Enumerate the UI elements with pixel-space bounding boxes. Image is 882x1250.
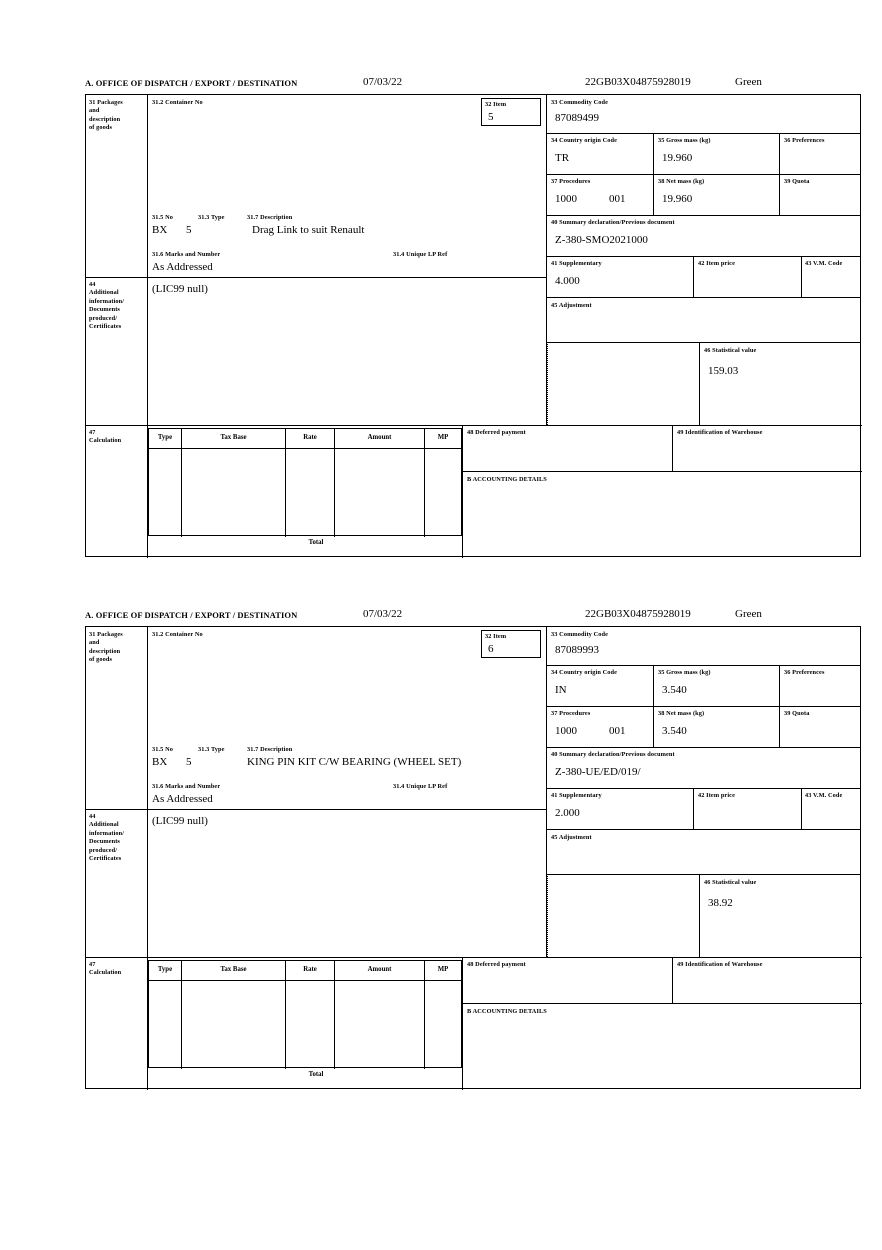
box34-label: 34 Country origin Code xyxy=(551,669,618,676)
box49-warehouse xyxy=(673,425,862,471)
box34-country-origin xyxy=(547,134,653,174)
box39-label: 39 Quota xyxy=(784,178,810,185)
box40-summary-declaration xyxy=(547,216,860,256)
declaration-box-1 xyxy=(85,94,861,557)
box314-label: 31.4 Unique LP Ref xyxy=(393,783,448,790)
calc-total-label: Total xyxy=(308,1071,324,1078)
box37-value-1: 1000 xyxy=(555,725,577,737)
route-lane: Green xyxy=(735,608,762,620)
box43-vm-code xyxy=(802,257,860,297)
calc-col-rate: Rate xyxy=(303,966,317,973)
box36-label: 36 Preferences xyxy=(784,137,825,144)
box41-supplementary xyxy=(547,789,693,829)
declaration-date: 07/03/22 xyxy=(363,76,403,88)
box37-label: 37 Procedures xyxy=(551,178,591,185)
box42-item-price xyxy=(694,257,801,297)
box31-label: 31 Packages and description of goods xyxy=(89,631,123,664)
calc-col-rate: Rate xyxy=(303,434,317,441)
box35-value: 19.960 xyxy=(662,152,693,164)
box315-label: 31.5 No xyxy=(152,214,173,221)
box45-label: 45 Adjustment xyxy=(551,302,592,309)
box40-value: Z-380-SMO2021000 xyxy=(555,234,648,246)
box37-procedures xyxy=(547,707,653,747)
box39-quota xyxy=(780,175,860,215)
calc-divider-4 xyxy=(424,429,425,537)
packages-no-value: BX xyxy=(152,224,168,236)
additional-information-value: (LIC99 null) xyxy=(152,283,208,295)
box41-label: 41 Supplementary xyxy=(551,260,602,267)
box317-label: 31.7 Description xyxy=(247,746,293,753)
box48-label: 48 Deferred payment xyxy=(467,961,526,968)
box37-label: 37 Procedures xyxy=(551,710,591,717)
box36-preferences xyxy=(780,666,860,706)
customs-declaration-form-2 xyxy=(85,610,861,1089)
box315-label: 31.5 No xyxy=(152,746,173,753)
calc-col-mp: MP xyxy=(437,966,449,973)
box33-commodity-code xyxy=(547,95,860,133)
divider-48-accounting xyxy=(463,1003,862,1004)
box35-gross-mass xyxy=(654,666,779,706)
box49-label: 49 Identification of Warehouse xyxy=(677,429,763,436)
box45-adjustment xyxy=(547,830,860,874)
declaration-box-2 xyxy=(85,626,861,1089)
box48-label: 48 Deferred payment xyxy=(467,429,526,436)
packages-type-value: 5 xyxy=(186,756,192,768)
box41-label: 41 Supplementary xyxy=(551,792,602,799)
box40-value: Z-380-UE/ED/019/ xyxy=(555,766,641,778)
box38-value: 19.960 xyxy=(662,193,693,205)
calc-divider-3 xyxy=(334,429,335,537)
box34-label: 34 Country origin Code xyxy=(551,137,618,144)
box38-net-mass xyxy=(654,175,779,215)
accounting-details-label: B ACCOUNTING DETAILS xyxy=(467,1008,547,1015)
box41-value: 2.000 xyxy=(555,807,580,819)
packages-description-value: Drag Link to suit Renault xyxy=(252,224,365,236)
box37-value-2: 001 xyxy=(609,193,626,205)
packages-description-value: KING PIN KIT C/W BEARING (WHEEL SET) xyxy=(247,756,462,768)
box312-label: 31.2 Container No xyxy=(152,99,203,106)
form-header-2 xyxy=(85,610,861,626)
box46-statistical-value xyxy=(700,343,860,425)
box43-vm-code xyxy=(802,789,860,829)
box40-summary-declaration xyxy=(547,748,860,788)
office-of-dispatch-label: A. OFFICE OF DISPATCH / EXPORT / DESTINATION xyxy=(85,610,298,620)
calc-divider-2 xyxy=(285,429,286,537)
box33-value: 87089993 xyxy=(555,644,599,656)
box314-label: 31.4 Unique LP Ref xyxy=(393,251,448,258)
box33-value: 87089499 xyxy=(555,112,599,124)
box32-item-value: 5 xyxy=(488,111,494,123)
box312-label: 31.2 Container No xyxy=(152,631,203,638)
route-lane: Green xyxy=(735,76,762,88)
divider-31-44 xyxy=(86,277,547,278)
calc-col-amount: Amount xyxy=(367,966,392,973)
calc-total-label: Total xyxy=(308,539,324,546)
box33-label: 33 Commodity Code xyxy=(551,99,608,106)
calc-divider-3 xyxy=(334,961,335,1069)
dotted-divider-46 xyxy=(547,342,548,425)
box39-quota xyxy=(780,707,860,747)
marks-and-number-value: As Addressed xyxy=(152,793,213,805)
box38-label: 38 Net mass (kg) xyxy=(658,178,705,185)
box38-value: 3.540 xyxy=(662,725,687,737)
divider-31-44 xyxy=(86,809,547,810)
box34-value: IN xyxy=(555,684,567,696)
box42-item-price xyxy=(694,789,801,829)
box34-value: TR xyxy=(555,152,570,164)
box44-label: 44 Additional information/ Documents produced/ Certificates xyxy=(89,813,125,863)
box40-label: 40 Summary declaration/Previous document xyxy=(551,219,675,226)
additional-information-value: (LIC99 null) xyxy=(152,815,208,827)
box48-deferred-payment xyxy=(463,957,672,1003)
calc-divider-1 xyxy=(181,429,182,537)
movement-reference-number: 22GB03X04875928019 xyxy=(585,76,691,88)
box45-label: 45 Adjustment xyxy=(551,834,592,841)
box37-value-2: 001 xyxy=(609,725,626,737)
box46-label: 46 Statistical value xyxy=(704,879,757,886)
box32-label: 32 Item xyxy=(485,101,507,108)
box49-warehouse xyxy=(673,957,862,1003)
calculation-header-row xyxy=(149,429,461,449)
box40-label: 40 Summary declaration/Previous document xyxy=(551,751,675,758)
form-header-1 xyxy=(85,78,861,94)
box46-statistical-value xyxy=(700,875,860,957)
box37-value-1: 1000 xyxy=(555,193,577,205)
box313-label: 31.3 Type xyxy=(198,214,225,221)
box32-item-value: 6 xyxy=(488,643,494,655)
box37-procedures xyxy=(547,175,653,215)
box42-label: 42 Item price xyxy=(698,260,735,267)
box31-label: 31 Packages and description of goods xyxy=(89,99,123,132)
declaration-date: 07/03/22 xyxy=(363,608,403,620)
box47-label: 47 Calculation xyxy=(89,429,122,445)
box33-commodity-code xyxy=(547,627,860,665)
marks-and-number-value: As Addressed xyxy=(152,261,213,273)
box317-label: 31.7 Description xyxy=(247,214,293,221)
box32-item xyxy=(481,630,541,658)
box45-adjustment xyxy=(547,298,860,342)
divider-48-accounting xyxy=(463,471,862,472)
calc-divider-4 xyxy=(424,961,425,1069)
box35-label: 35 Gross mass (kg) xyxy=(658,669,711,676)
box48-deferred-payment xyxy=(463,425,672,471)
box46-label: 46 Statistical value xyxy=(704,347,757,354)
box316-label: 31.6 Marks and Number xyxy=(152,251,221,258)
box49-label: 49 Identification of Warehouse xyxy=(677,961,763,968)
calc-total-divider xyxy=(148,536,462,537)
box43-label: 43 V.M. Code xyxy=(805,792,843,799)
box32-label: 32 Item xyxy=(485,633,507,640)
box38-net-mass xyxy=(654,707,779,747)
packages-type-value: 5 xyxy=(186,224,192,236)
accounting-details-label: B ACCOUNTING DETAILS xyxy=(467,476,547,483)
box36-label: 36 Preferences xyxy=(784,669,825,676)
box42-label: 42 Item price xyxy=(698,792,735,799)
box33-label: 33 Commodity Code xyxy=(551,631,608,638)
box41-value: 4.000 xyxy=(555,275,580,287)
calculation-table xyxy=(148,960,462,1068)
box46-value: 38.92 xyxy=(708,897,733,909)
box47-label: 47 Calculation xyxy=(89,961,122,977)
calc-col-mp: MP xyxy=(437,434,449,441)
calc-divider-1 xyxy=(181,961,182,1069)
calc-col-type: Type xyxy=(157,434,173,441)
box43-label: 43 V.M. Code xyxy=(805,260,843,267)
calc-col-amount: Amount xyxy=(367,434,392,441)
calc-col-type: Type xyxy=(157,966,173,973)
box34-country-origin xyxy=(547,666,653,706)
movement-reference-number: 22GB03X04875928019 xyxy=(585,608,691,620)
box35-label: 35 Gross mass (kg) xyxy=(658,137,711,144)
office-of-dispatch-label: A. OFFICE OF DISPATCH / EXPORT / DESTINATION xyxy=(85,78,298,88)
packages-no-value: BX xyxy=(152,756,168,768)
box35-value: 3.540 xyxy=(662,684,687,696)
box41-supplementary xyxy=(547,257,693,297)
box39-label: 39 Quota xyxy=(784,710,810,717)
calc-col-taxbase: Tax Base xyxy=(220,434,247,441)
box46-value: 159.03 xyxy=(708,365,739,377)
customs-declaration-form-1 xyxy=(85,78,861,557)
box44-label: 44 Additional information/ Documents produced/ Certificates xyxy=(89,281,125,331)
box36-preferences xyxy=(780,134,860,174)
box38-label: 38 Net mass (kg) xyxy=(658,710,705,717)
calc-col-taxbase: Tax Base xyxy=(220,966,247,973)
box316-label: 31.6 Marks and Number xyxy=(152,783,221,790)
calculation-table xyxy=(148,428,462,536)
dotted-divider-46 xyxy=(547,874,548,957)
calc-divider-2 xyxy=(285,961,286,1069)
box313-label: 31.3 Type xyxy=(198,746,225,753)
box35-gross-mass xyxy=(654,134,779,174)
calculation-header-row xyxy=(149,961,461,981)
box32-item xyxy=(481,98,541,126)
